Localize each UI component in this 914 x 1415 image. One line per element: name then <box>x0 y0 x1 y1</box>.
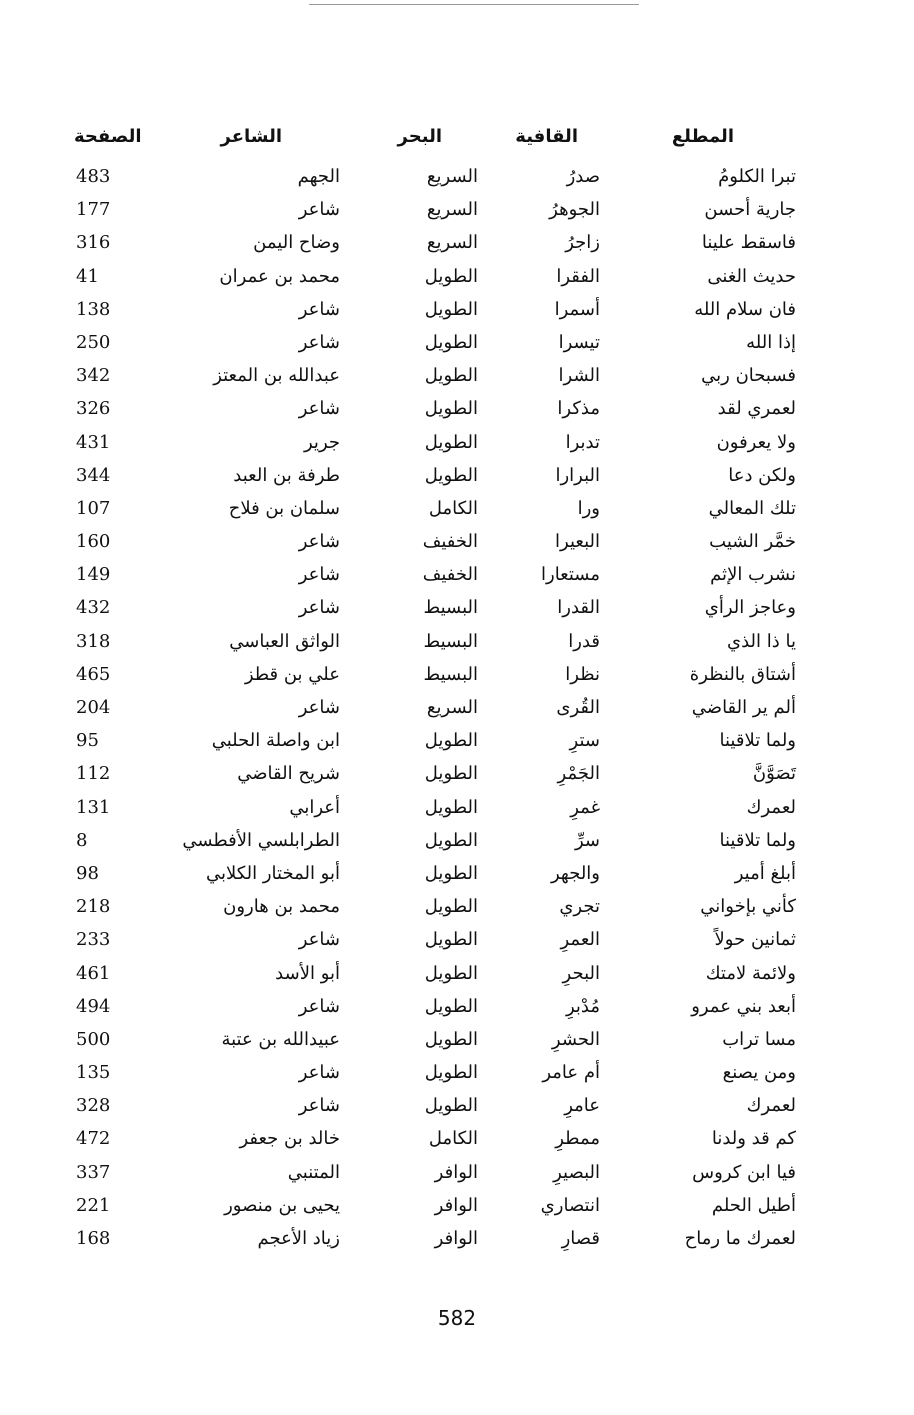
poetry-index-table <box>76 120 796 1255</box>
table-row <box>76 1189 796 1222</box>
cell-page: 135 <box>76 1062 111 1084</box>
cell-poet: شاعر <box>298 597 340 619</box>
cell-page: 107 <box>76 497 111 519</box>
cell-meter: الطويل <box>424 829 478 851</box>
cell-page: 465 <box>76 663 111 685</box>
cell-meter: الطويل <box>424 331 478 353</box>
cell-meter: البسيط <box>423 630 478 652</box>
table-row <box>76 1156 796 1189</box>
cell-poet: شاعر <box>298 398 340 420</box>
cell-meter: البسيط <box>423 663 478 685</box>
cell-meter: الوافر <box>434 1161 478 1183</box>
cell-opening: أشتاق بالنظرة <box>689 663 796 685</box>
cell-poet: المتنبي <box>287 1161 340 1183</box>
cell-page: 98 <box>76 862 99 884</box>
cell-opening: ومن يصنع <box>722 1062 796 1084</box>
table-row <box>76 1023 796 1056</box>
cell-poet: محمد بن هارون <box>223 896 340 918</box>
cell-meter: الطويل <box>424 365 478 387</box>
cell-rhyme: قدرا <box>568 630 600 652</box>
cell-page: 8 <box>76 829 88 851</box>
table-row <box>76 691 796 724</box>
cell-poet: عبيدالله بن عتبة <box>221 1028 340 1050</box>
table-row <box>76 293 796 326</box>
cell-meter: الكامل <box>428 1128 478 1150</box>
cell-page: 342 <box>76 365 111 387</box>
table-row <box>76 558 796 591</box>
cell-opening: تلك المعالي <box>708 497 796 519</box>
table-row <box>76 857 796 890</box>
cell-meter: السريع <box>426 199 478 221</box>
cell-rhyme: الفقرا <box>556 265 600 287</box>
cell-opening: لعمرك ما رماح <box>684 1228 796 1249</box>
cell-meter: الطويل <box>424 763 478 785</box>
cell-opening: جارية أحسن <box>704 199 796 221</box>
cell-poet: زياد الأعجم <box>257 1228 340 1249</box>
cell-poet: أعرابي <box>289 796 340 818</box>
cell-opening: مسا تراب <box>722 1028 796 1050</box>
cell-rhyme: القدرا <box>557 597 600 619</box>
cell-opening: وعاجز الرأي <box>704 597 796 619</box>
table-row <box>76 1122 796 1155</box>
table-row <box>76 492 796 525</box>
cell-page: 432 <box>76 597 111 619</box>
cell-page: 218 <box>76 896 111 918</box>
cell-meter: الطويل <box>424 896 478 918</box>
cell-opening: حديث الغنى <box>707 265 796 287</box>
cell-poet: شاعر <box>298 1095 340 1117</box>
table-row <box>76 260 796 293</box>
cell-rhyme: مذكرا <box>557 398 600 420</box>
cell-opening: تَصَوَّنَّ <box>752 763 796 785</box>
cell-page: 131 <box>76 796 111 818</box>
cell-meter: الوافر <box>434 1194 478 1216</box>
cell-opening: أبلغ أمير <box>734 862 796 884</box>
cell-meter: الكامل <box>428 497 478 519</box>
cell-opening: ولا يعرفون <box>716 431 796 453</box>
cell-rhyme: قصارِ <box>561 1228 600 1249</box>
table-row <box>76 1056 796 1089</box>
cell-meter: الوافر <box>434 1228 478 1249</box>
table-row <box>76 957 796 990</box>
cell-poet: طرفة بن العبد <box>233 464 340 486</box>
table-row <box>76 193 796 226</box>
cell-poet: محمد بن عمران <box>219 265 340 287</box>
cell-rhyme: أسمرا <box>554 298 600 320</box>
cell-opening: ولما تلاقينا <box>719 730 796 752</box>
cell-meter: الطويل <box>424 929 478 951</box>
cell-page: 250 <box>76 331 111 353</box>
cell-rhyme: البحرِ <box>562 962 600 984</box>
table-row <box>76 392 796 425</box>
cell-rhyme: ممطرِ <box>555 1128 600 1150</box>
cell-page: 95 <box>76 730 99 752</box>
cell-rhyme: انتصاري <box>540 1194 600 1216</box>
cell-poet: شاعر <box>298 199 340 221</box>
cell-opening: أطيل الحلم <box>711 1194 796 1216</box>
cell-page: 461 <box>76 962 111 984</box>
table-row <box>76 791 796 824</box>
cell-page: 112 <box>76 763 111 785</box>
cell-meter: الطويل <box>424 1062 478 1084</box>
cell-page: 204 <box>76 697 111 718</box>
cell-rhyme: الحشرِ <box>551 1028 600 1050</box>
cell-poet: شاعر <box>298 331 340 353</box>
cell-rhyme: مستعارا <box>541 564 600 586</box>
cell-opening: فسبحان ربي <box>701 365 796 387</box>
cell-rhyme: غمرِ <box>570 796 600 818</box>
cell-rhyme: سترِ <box>569 730 600 752</box>
cell-poet: الجهم <box>297 166 340 187</box>
cell-page: 344 <box>76 464 111 486</box>
cell-poet: عبدالله بن المعتز <box>213 365 340 387</box>
cell-rhyme: تجري <box>559 896 600 918</box>
cell-opening: لعمرك <box>746 1095 796 1117</box>
table-row <box>76 426 796 459</box>
cell-meter: السريع <box>426 232 478 254</box>
cell-meter: الطويل <box>424 730 478 752</box>
table-row <box>76 923 796 956</box>
cell-rhyme: أم عامر <box>542 1062 600 1084</box>
table-row <box>76 226 796 259</box>
cell-meter: الطويل <box>424 862 478 884</box>
cell-opening: فيا ابن كروس <box>692 1161 796 1183</box>
cell-page: 316 <box>76 232 111 254</box>
top-rule <box>309 4 639 5</box>
cell-page: 337 <box>76 1161 111 1183</box>
cell-opening: نشرب الإثم <box>710 564 796 586</box>
cell-meter: الخفيف <box>422 564 478 586</box>
cell-rhyme: والجهر <box>550 862 600 884</box>
cell-opening: كأني بإخواني <box>700 896 796 918</box>
cell-poet: شاعر <box>298 298 340 320</box>
cell-rhyme: البعيرا <box>555 531 600 553</box>
table-row <box>76 658 796 691</box>
cell-poet: أبو المختار الكلابي <box>205 862 340 884</box>
cell-page: 221 <box>76 1194 111 1216</box>
header-poet: الشاعر <box>220 126 282 147</box>
cell-meter: السريع <box>426 166 478 187</box>
table-row <box>76 160 796 193</box>
table-row <box>76 757 796 790</box>
header-opening: المطلع <box>671 126 734 147</box>
cell-opening: ألم ير القاضي <box>691 697 796 718</box>
cell-meter: الطويل <box>424 1028 478 1050</box>
cell-rhyme: تدبرا <box>565 431 600 453</box>
cell-meter: الطويل <box>424 995 478 1017</box>
cell-poet: ابن واصلة الحلبي <box>211 730 340 752</box>
header-rhyme: القافية <box>515 126 578 147</box>
table-row <box>76 359 796 392</box>
cell-poet: أبو الأسد <box>275 962 340 984</box>
cell-page: 168 <box>76 1228 111 1249</box>
cell-rhyme: الجوهرُ <box>549 199 600 221</box>
cell-page: 472 <box>76 1128 111 1150</box>
cell-page: 328 <box>76 1095 111 1117</box>
cell-opening: كم قد ولدنا <box>711 1128 796 1150</box>
cell-page: 318 <box>76 630 111 652</box>
cell-meter: الطويل <box>424 962 478 984</box>
cell-opening: يا ذا الذي <box>727 630 796 652</box>
cell-poet: شاعر <box>298 995 340 1017</box>
table-row <box>76 525 796 558</box>
cell-meter: الطويل <box>424 265 478 287</box>
cell-page: 494 <box>76 995 111 1017</box>
table-row <box>76 591 796 624</box>
cell-rhyme: تيسرا <box>558 331 600 353</box>
cell-page: 41 <box>76 265 99 287</box>
cell-rhyme: القُرى <box>556 697 600 718</box>
cell-page: 138 <box>76 298 111 320</box>
page-number: 582 <box>437 1306 477 1330</box>
cell-poet: يحيى بن منصور <box>224 1194 340 1216</box>
cell-poet: وضاح اليمن <box>253 232 340 254</box>
table-row <box>76 724 796 757</box>
cell-page: 233 <box>76 929 111 951</box>
cell-poet: الطرابلسي الأفطسي <box>182 829 340 851</box>
header-page: الصفحة <box>74 126 142 147</box>
cell-poet: شاعر <box>298 1062 340 1084</box>
cell-rhyme: صدرُ <box>566 166 600 187</box>
cell-opening: ولكن دعا <box>728 464 796 486</box>
cell-meter: الطويل <box>424 298 478 320</box>
cell-opening: فاسقط علينا <box>701 232 796 254</box>
cell-page: 431 <box>76 431 111 453</box>
table-row <box>76 459 796 492</box>
cell-rhyme: الشرا <box>558 365 600 387</box>
cell-meter: الطويل <box>424 398 478 420</box>
cell-opening: إذا الله <box>746 331 796 353</box>
cell-rhyme: البصيرِ <box>553 1161 600 1183</box>
cell-rhyme: مُدْبرِ <box>565 995 600 1017</box>
cell-poet: شاعر <box>298 564 340 586</box>
cell-poet: شاعر <box>298 531 340 553</box>
cell-rhyme: زاجرُ <box>565 232 600 254</box>
table-row <box>76 890 796 923</box>
table-row <box>76 824 796 857</box>
cell-poet: شريح القاضي <box>237 763 340 785</box>
cell-opening: تبرا الكلومُ <box>718 166 796 187</box>
cell-meter: البسيط <box>423 597 478 619</box>
cell-rhyme: ورا <box>577 497 600 519</box>
cell-opening: ولما تلاقينا <box>719 829 796 851</box>
cell-rhyme: الجَمْرِ <box>557 763 600 785</box>
cell-meter: الطويل <box>424 431 478 453</box>
table-row <box>76 990 796 1023</box>
cell-poet: خالد بن جعفر <box>239 1128 340 1150</box>
cell-poet: علي بن قطز <box>244 663 340 685</box>
cell-meter: السريع <box>426 697 478 718</box>
cell-page: 483 <box>76 166 111 187</box>
cell-opening: لعمري لقد <box>717 398 796 420</box>
cell-poet: الواثق العباسي <box>229 630 340 652</box>
cell-poet: سلمان بن فلاح <box>228 497 340 519</box>
cell-page: 177 <box>76 199 111 221</box>
cell-opening: فان سلام الله <box>694 298 796 320</box>
cell-page: 500 <box>76 1028 111 1050</box>
header-meter: البحر <box>397 126 442 147</box>
table-row <box>76 1222 796 1255</box>
cell-meter: الطويل <box>424 796 478 818</box>
table-header <box>76 120 796 160</box>
cell-page: 326 <box>76 398 111 420</box>
cell-rhyme: عامرِ <box>564 1095 600 1117</box>
cell-page: 149 <box>76 564 111 586</box>
cell-rhyme: نظرا <box>565 663 600 685</box>
cell-rhyme: العمرِ <box>560 929 600 951</box>
cell-opening: ثمانين حولاً <box>714 929 796 951</box>
cell-poet: شاعر <box>298 697 340 718</box>
cell-opening: خمَّر الشيب <box>709 531 796 553</box>
table-row <box>76 326 796 359</box>
cell-opening: أبعد بني عمرو <box>691 995 796 1017</box>
cell-poet: شاعر <box>298 929 340 951</box>
cell-poet: جرير <box>304 431 340 453</box>
cell-page: 160 <box>76 531 111 553</box>
cell-rhyme: سرِّ <box>574 829 600 851</box>
cell-meter: الطويل <box>424 464 478 486</box>
table-body <box>76 160 796 1255</box>
table-row <box>76 1089 796 1122</box>
table-row <box>76 625 796 658</box>
cell-rhyme: البرارا <box>555 464 600 486</box>
cell-opening: لعمرك <box>746 796 796 818</box>
cell-opening: ولائمة لامتك <box>705 962 796 984</box>
cell-meter: الطويل <box>424 1095 478 1117</box>
cell-meter: الخفيف <box>422 531 478 553</box>
